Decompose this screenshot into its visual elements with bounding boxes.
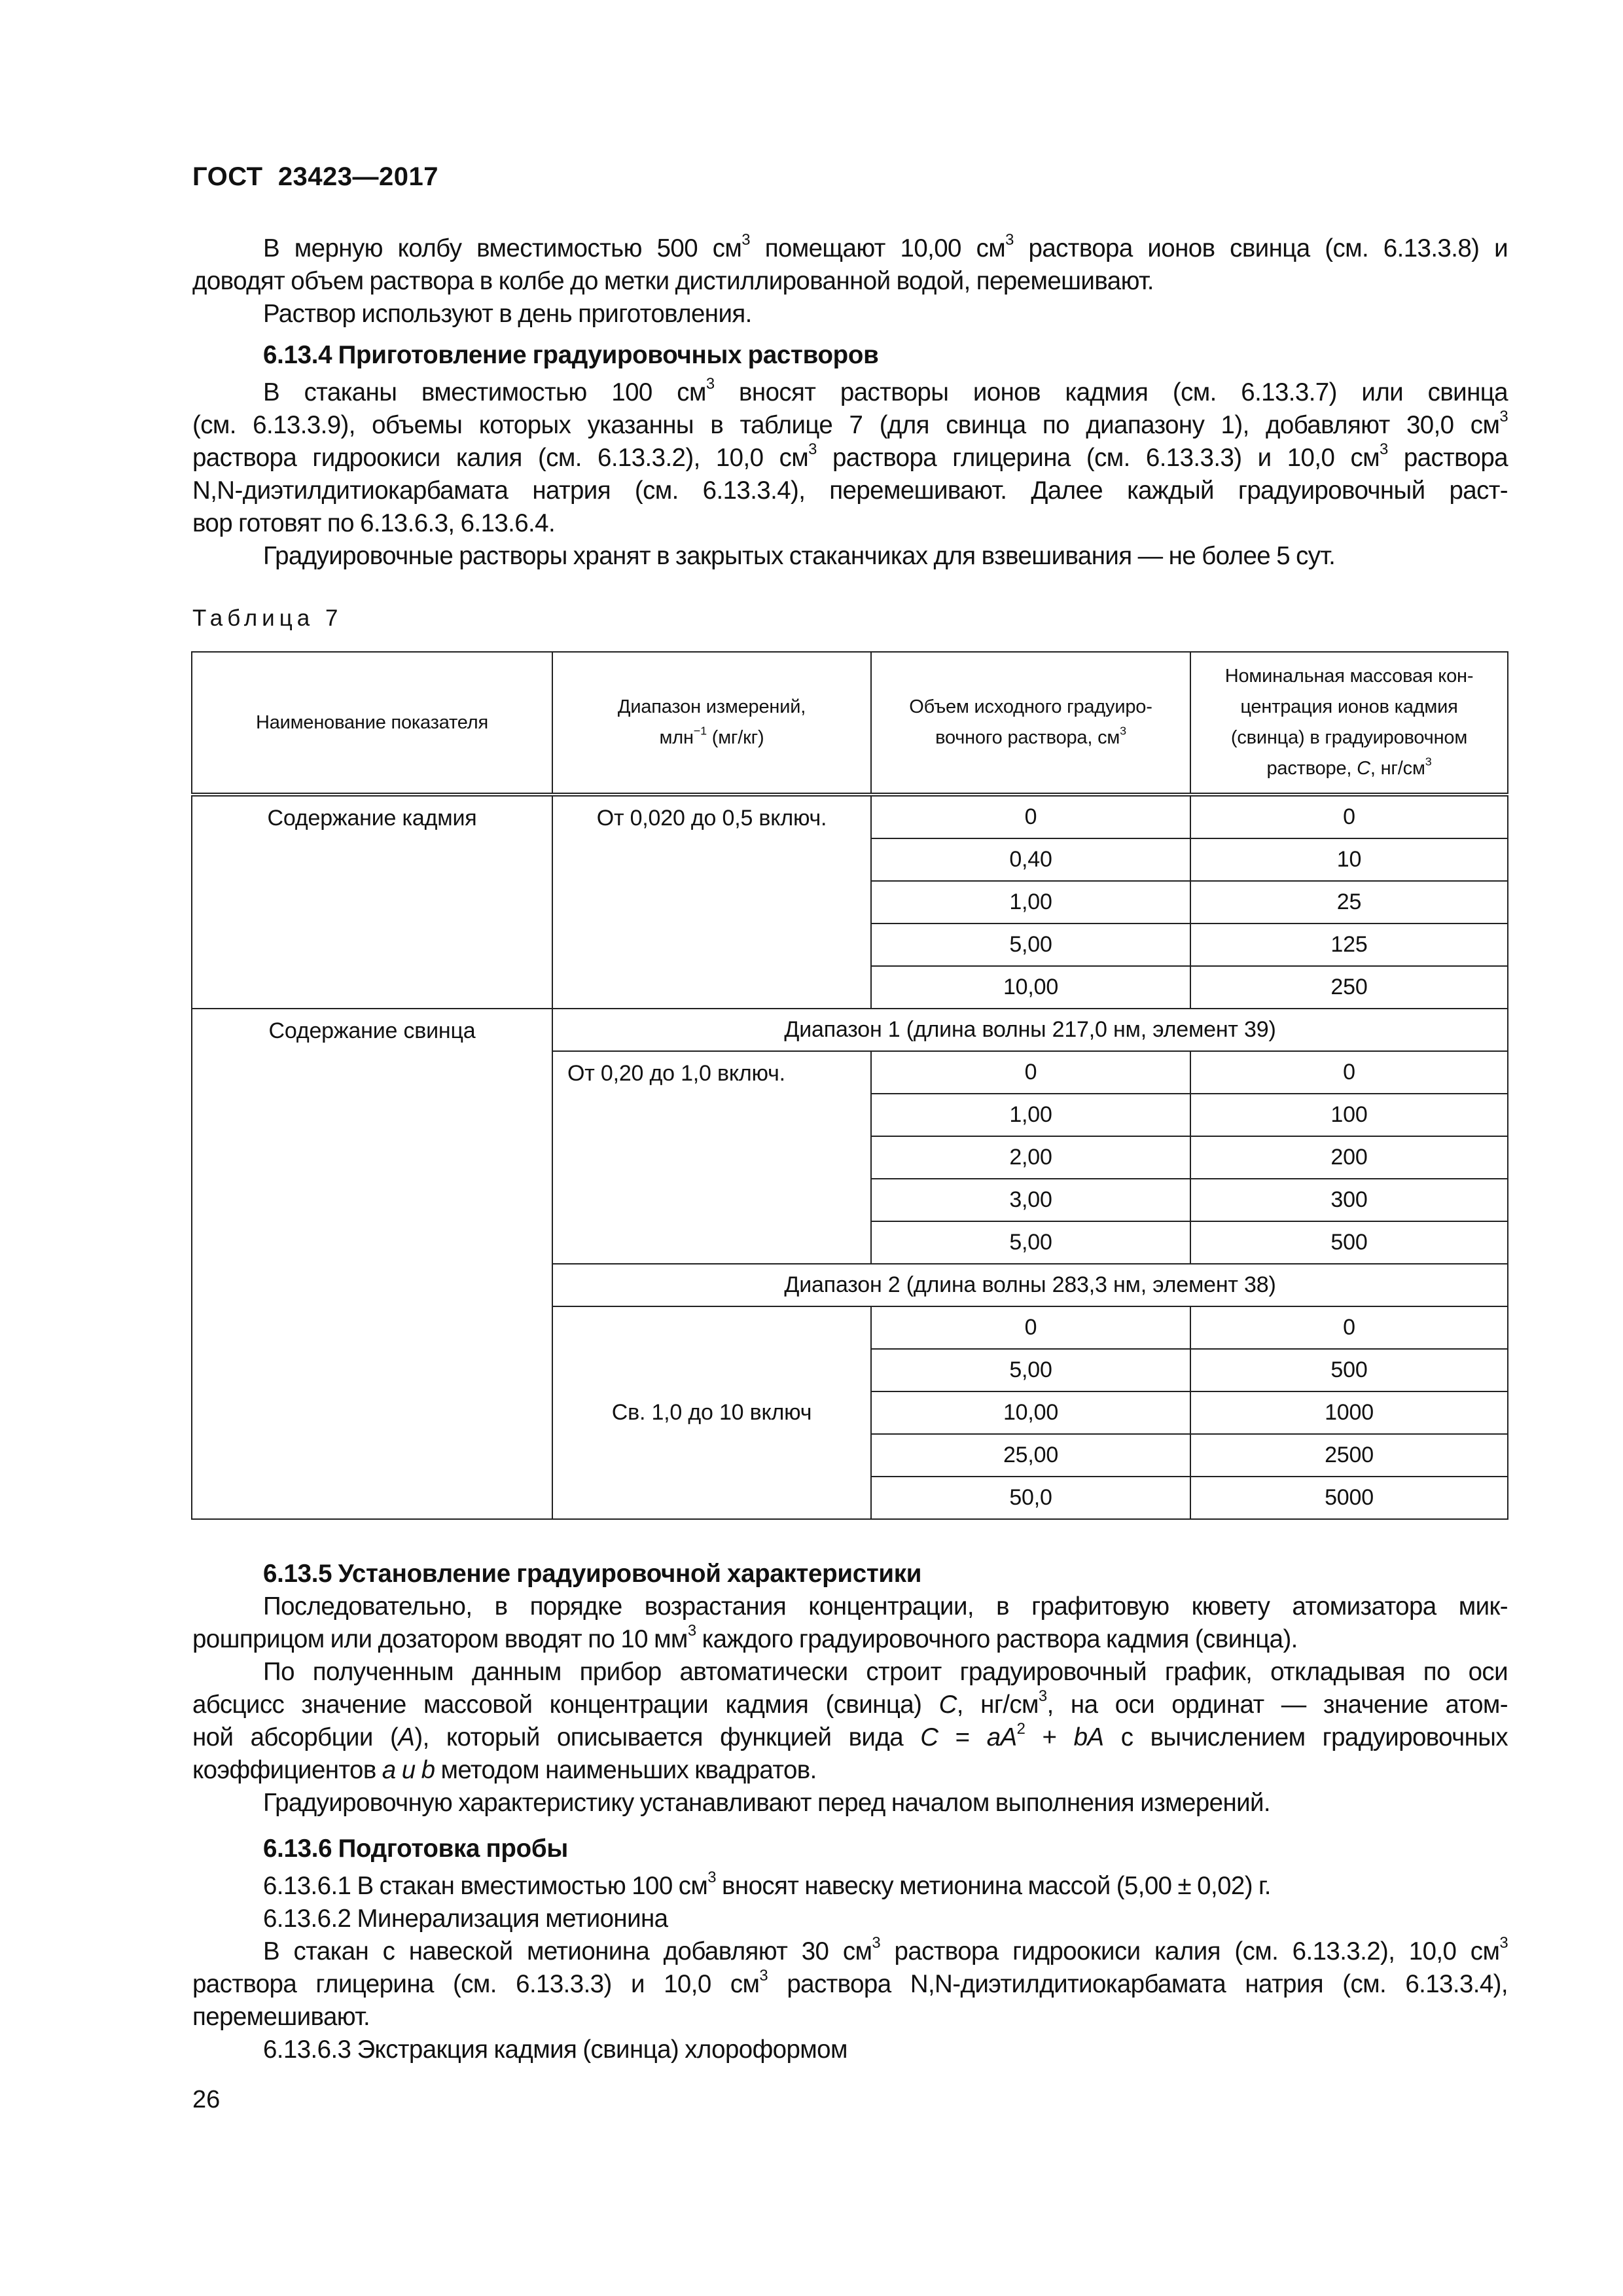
heading-text: 6.13.6 Подготовка пробы <box>263 1835 568 1863</box>
concentration-cell: 300 <box>1190 1179 1508 1221</box>
volume-cell: 50,0 <box>871 1477 1190 1519</box>
section-6-13-5-paragraph <box>192 1590 1508 1820</box>
text: 6.13.6.3 Экстракция кадмия (свинца) хлороформом <box>263 2036 847 2064</box>
text: абсцисс значение массовой концентрации кадмия (свинца) <box>192 1691 939 1719</box>
volume-cell: 1,00 <box>871 881 1190 924</box>
volume-cell: 10,00 <box>871 966 1190 1009</box>
indicator-lead: Содержание свинца <box>192 1009 552 1519</box>
text: С <box>938 1691 957 1719</box>
text: раствора гидроокиси калия (см. 6.13.3.2), 10,0 см <box>880 1937 1500 1965</box>
text: каждого градуировочного раствора кадмия (свинца). <box>696 1625 1298 1653</box>
text: , нг/см <box>956 1691 1039 1719</box>
volume-cell: 10,00 <box>871 1391 1190 1434</box>
superscript: 3 <box>1499 408 1508 426</box>
text: вносят растворы ионов кадмия (см. 6.13.3.7) или свинца <box>714 378 1508 406</box>
superscript: 3 <box>741 231 750 249</box>
text: вносят навеску метионина массой (5,00 ± 0,02) г. <box>715 1872 1271 1900</box>
superscript: 3 <box>1005 231 1014 249</box>
indicator-cadmium: Содержание кадмия <box>192 795 552 1009</box>
concentration-cell: 10 <box>1190 838 1508 881</box>
text: А <box>398 1723 415 1751</box>
table-header-row <box>192 652 1508 795</box>
text: вор готовят по 6.13.6.3, 6.13.6.4. <box>192 509 556 537</box>
superscript: 3 <box>872 1934 881 1952</box>
text: помещают 10,00 см <box>749 234 1006 262</box>
superscript: 3 <box>808 440 817 459</box>
formula: bА <box>1073 1723 1104 1751</box>
concentration-cell: 125 <box>1190 924 1508 966</box>
concentration-cell: 25 <box>1190 881 1508 924</box>
text: ), который описывается функцией вида <box>414 1723 921 1751</box>
superscript: 3 <box>759 1967 768 1985</box>
range-lead-2: Св. 1,0 до 10 включ <box>552 1306 871 1519</box>
superscript: 3 <box>1499 1934 1508 1952</box>
concentration-cell: 5000 <box>1190 1477 1508 1519</box>
text: (см. 6.13.3.9), объемы которых указанны в таблице 7 (для свинца по диапазону 1), добавляют 30,0 см <box>192 411 1500 439</box>
text: По полученным данным прибор автоматически строит градуировочный график, откладывая по оси <box>263 1658 1508 1686</box>
text: 6.13.6.2 Минерализация метионина <box>263 1905 668 1933</box>
superscript: 3 <box>707 1869 716 1887</box>
table-7 <box>191 651 1508 1520</box>
volume-cell: 0 <box>871 1306 1190 1349</box>
text: Последовательно, в порядке возрастания концентрации, в графитовую кювету атомизатора мик- <box>263 1592 1508 1621</box>
intro-paragraph <box>192 232 1508 331</box>
text: Градуировочные растворы хранят в закрытых стаканчиках для взвешивания — не более 5 сут. <box>263 542 1336 570</box>
text: 6.13.6.1 В стакан вместимостью 100 см <box>263 1872 708 1900</box>
superscript: 3 <box>687 1622 696 1640</box>
text: коэффициентов <box>192 1756 382 1784</box>
table-caption: Таблица 7 <box>192 605 343 631</box>
header-indicator-name: Наименование показателя <box>192 652 552 795</box>
range-cadmium: От 0,020 до 0,5 включ. <box>552 795 871 1009</box>
text: раствора гидроокиси калия (см. 6.13.3.2), 10,0 см <box>192 444 809 472</box>
text: перемешивают. <box>192 2003 370 2031</box>
range-lead-1: От 0,20 до 1,0 включ. <box>552 1051 871 1264</box>
text: раствора глицерина (см. 6.13.3.3) и 10,0 см <box>192 1970 760 1998</box>
text: N,N-диэтилдитиокарбамата натрия (см. 6.13.3.4), перемешивают. Далее каждый градуировочный раст- <box>192 476 1508 505</box>
superscript: 3 <box>1038 1687 1047 1706</box>
text: раствора <box>1387 444 1508 472</box>
volume-cell: 5,00 <box>871 1221 1190 1264</box>
text: , на оси ординат — значение атом- <box>1046 1691 1508 1719</box>
concentration-cell: 100 <box>1190 1094 1508 1136</box>
section-6-13-4-paragraph <box>192 376 1508 573</box>
concentration-cell: 0 <box>1190 1051 1508 1094</box>
section-6-13-6-paragraph <box>192 1870 1508 2066</box>
text: В мерную колбу вместимостью 500 см <box>263 234 742 262</box>
superscript: 3 <box>1379 440 1388 459</box>
header-solution-volume: Объем исходного градуиро- вочного раствора, $см^3$ <box>871 652 1190 795</box>
text: а и b <box>382 1756 435 1784</box>
volume-cell: 0,40 <box>871 838 1190 881</box>
formula: С <box>920 1723 938 1751</box>
concentration-cell: 0 <box>1190 1306 1508 1349</box>
heading-text: 6.13.5 Установление градуировочной характеристики <box>263 1560 922 1588</box>
text: раствора ионов свинца (см. 6.13.3.8) и <box>1013 234 1508 262</box>
volume-cell: 5,00 <box>871 924 1190 966</box>
superscript: 2 <box>1016 1720 1026 1738</box>
text: раствора N,N-диэтилдитиокарбамата натрия (см. 6.13.3.4), <box>768 1970 1508 1998</box>
formula: + <box>1025 1723 1074 1751</box>
text: ной абсорбции ( <box>192 1723 399 1751</box>
header-nominal-concentration: Номинальная массовая кон- центрация ионов кадмия (свинца) в градуировочном растворе, С, $нг/см^3$ <box>1190 652 1508 795</box>
text: методом наименьших квадратов. <box>435 1756 817 1784</box>
superscript: 3 <box>705 375 715 393</box>
heading-text: 6.13.4 Приготовление градуировочных растворов <box>263 341 879 369</box>
text: с вычислением градуировочных <box>1103 1723 1508 1751</box>
document-header: ГОСТ 23423—2017 <box>192 162 439 191</box>
section-heading-6-13-4 <box>192 339 1508 372</box>
volume-cell: 2,00 <box>871 1136 1190 1179</box>
formula: = <box>938 1723 987 1751</box>
volume-cell: 25,00 <box>871 1434 1190 1477</box>
formula: аА <box>986 1723 1017 1751</box>
text: В стакан с навеской метионина добавляют 30 см <box>263 1937 872 1965</box>
text: Градуировочную характеристику устанавливают перед началом выполнения измерений. <box>263 1789 1271 1817</box>
text: раствора глицерина (см. 6.13.3.3) и 10,0 см <box>816 444 1380 472</box>
range-1-label: Диапазон 1 (длина волны 217,0 нм, элемент 39) <box>552 1009 1508 1051</box>
volume-cell: 0 <box>871 1051 1190 1094</box>
section-heading-6-13-6 <box>192 1833 1508 1865</box>
section-heading-6-13-5 <box>192 1558 1508 1590</box>
text: доводят объем раствора в колбе до метки дистиллированной водой, перемешивают. <box>192 267 1154 295</box>
concentration-cell: 2500 <box>1190 1434 1508 1477</box>
concentration-cell: 250 <box>1190 966 1508 1009</box>
page-number: 26 <box>192 2086 221 2113</box>
range-2-label: Диапазон 2 (длина волны 283,3 нм, элемент 38) <box>552 1264 1508 1306</box>
table-row <box>192 795 1508 838</box>
table-row <box>192 1009 1508 1051</box>
header-measurement-range: Диапазон измерений, млн$^{-1}$ (мг/кг) <box>552 652 871 795</box>
volume-cell: 1,00 <box>871 1094 1190 1136</box>
concentration-cell: 500 <box>1190 1349 1508 1391</box>
concentration-cell: 500 <box>1190 1221 1508 1264</box>
volume-cell: 3,00 <box>871 1179 1190 1221</box>
concentration-cell: 200 <box>1190 1136 1508 1179</box>
text: Раствор используют в день приготовления. <box>263 300 752 328</box>
text: рошприцом или дозатором вводят по 10 мм <box>192 1625 688 1653</box>
volume-cell: 0 <box>871 795 1190 838</box>
volume-cell: 5,00 <box>871 1349 1190 1391</box>
concentration-cell: 1000 <box>1190 1391 1508 1434</box>
text: В стаканы вместимостью 100 см <box>263 378 706 406</box>
concentration-cell: 0 <box>1190 795 1508 838</box>
